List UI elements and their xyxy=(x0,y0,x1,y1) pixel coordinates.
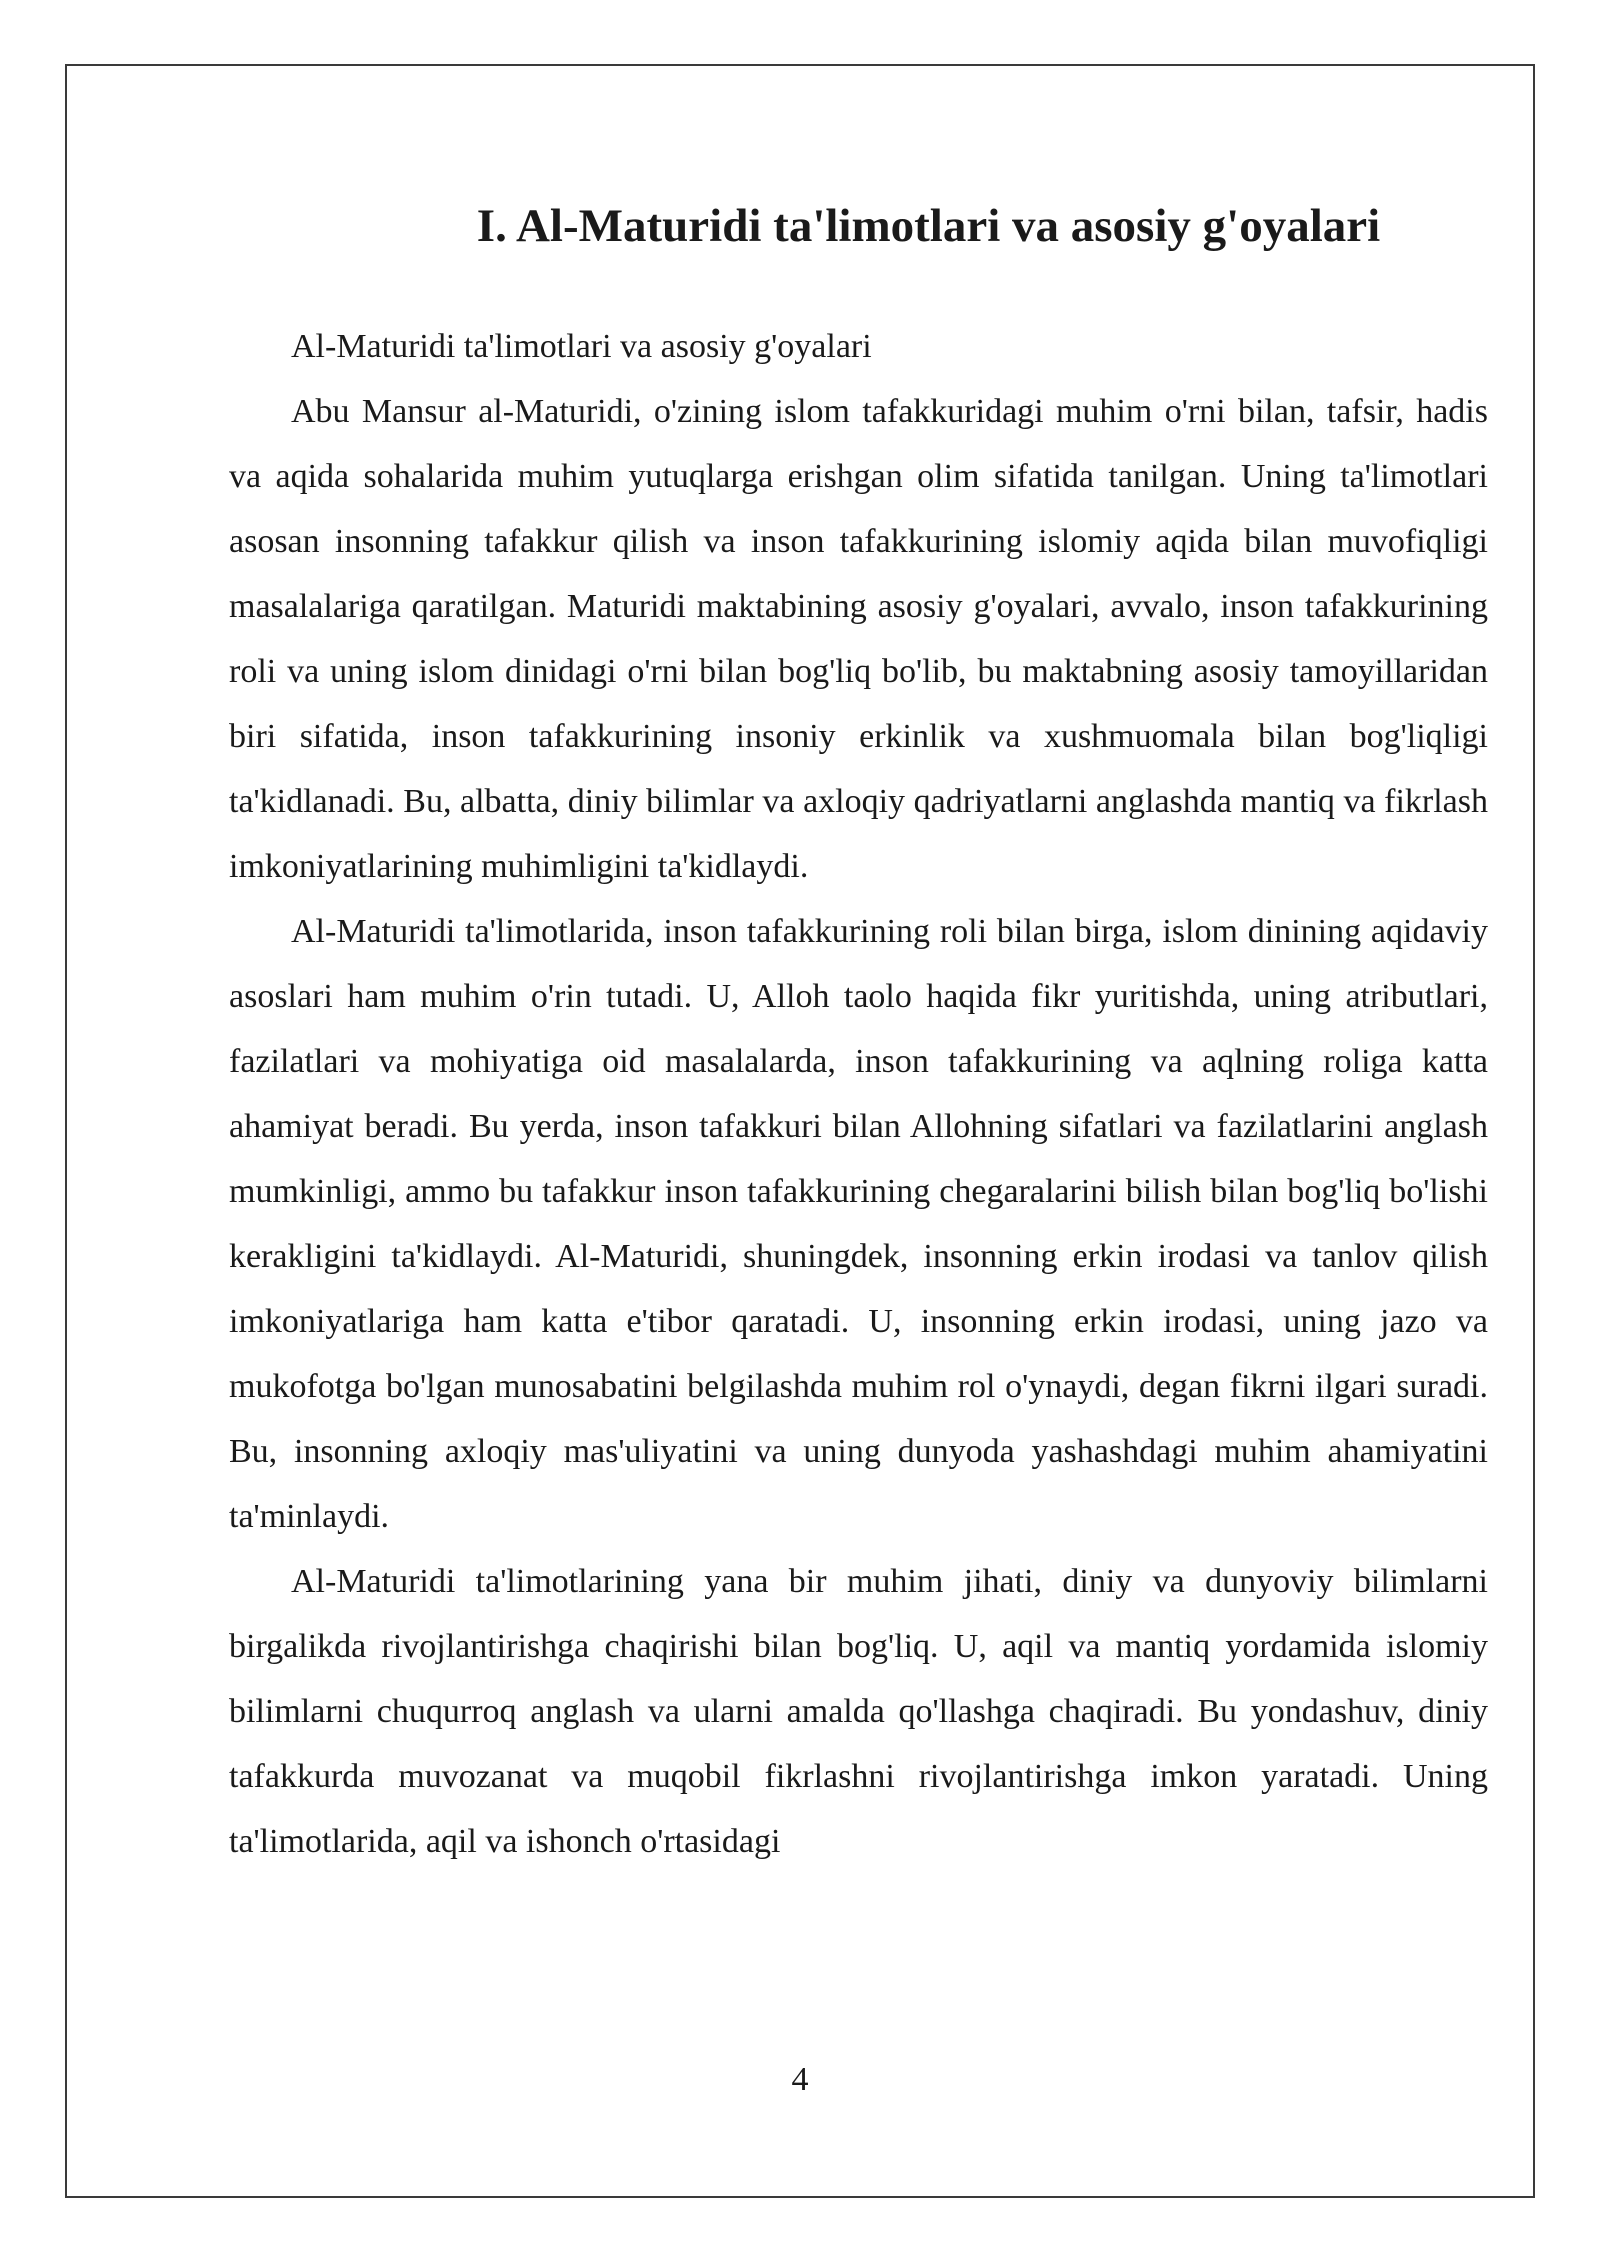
paragraph-3: Al-Maturidi ta'limotlarining yana bir muhim jihati, diniy va dunyoviy bilimlarni birgalikda rivojlantirishga chaqirishi bilan bog'liq. U, aqil va mantiq yordamida islomiy bilimlarni chuqurroq anglash va ularni amalda qo'llashga chaqiradi. Bu yondashuv, diniy tafakkurda muvozanat va muqobil fikrlashni rivojlantirishga imkon yaratadi. Uning ta'limotlarida, aqil va ishonch o'rtasidagi xyxy=(229,1563,1488,1860)
section-heading: I. Al-Maturidi ta'limotlari va asosiy g'oyalari xyxy=(476,200,1381,252)
paragraph-1: Abu Mansur al-Maturidi, o'zining islom tafakkuridagi muhim o'rni bilan, tafsir, hadis va aqida sohalarida muhim yutuqlarga erishgan olim sifatida tanilgan. Uning ta'limotlari asosan insonning tafakkur qilish va inson tafakkurining islomiy aqida bilan muvofiqligi masalalariga qaratilgan. Maturidi maktabining asosiy g'oyalari, avvalo, inson tafakkurining roli va uning islom dinidagi o'rni bilan bog'liq bo'lib, bu maktabning asosiy tamoyillaridan biri sifatida, inson tafakkurining insoniy erkinlik va xushmuomala bilan bog'liqligi ta'kidlanadi. Bu, albatta, diniy bilimlar va axloqiy qadriyatlarni anglashda mantiq va fikrlash imkoniyatlarining muhimligini ta'kidlaydi. xyxy=(229,393,1488,885)
body-text xyxy=(229,314,1488,1874)
paragraph-subtitle: Al-Maturidi ta'limotlari va asosiy g'oyalari xyxy=(291,328,872,365)
paragraph-2: Al-Maturidi ta'limotlarida, inson tafakkurining roli bilan birga, islom dinining aqidaviy asoslari ham muhim o'rin tutadi. U, Alloh taolo haqida fikr yuritishda, uning atributlari, fazilatlari va mohiyatiga oid masalalarda, inson tafakkurining va aqlning roliga katta ahamiyat beradi. Bu yerda, inson tafakkuri bilan Allohning sifatlari va fazilatlarini anglash mumkinligi, ammo bu tafakkur inson tafakkurining chegaralarini bilish bilan bog'liq bo'lishi kerakligini ta'kidlaydi. Al-Maturidi, shuningdek, insonning erkin irodasi va tanlov qilish imkoniyatlariga ham katta e'tibor qaratadi. U, insonning erkin irodasi, uning jazo va mukofotga bo'lgan munosabatini belgilashda muhim rol o'ynaydi, degan fikrni ilgari suradi. Bu, insonning axloqiy mas'uliyatini va uning dunyoda yashashdagi muhim ahamiyatini ta'minlaydi. xyxy=(229,913,1488,1535)
page-content xyxy=(229,196,1488,1874)
page-number: 4 xyxy=(791,2061,809,2098)
